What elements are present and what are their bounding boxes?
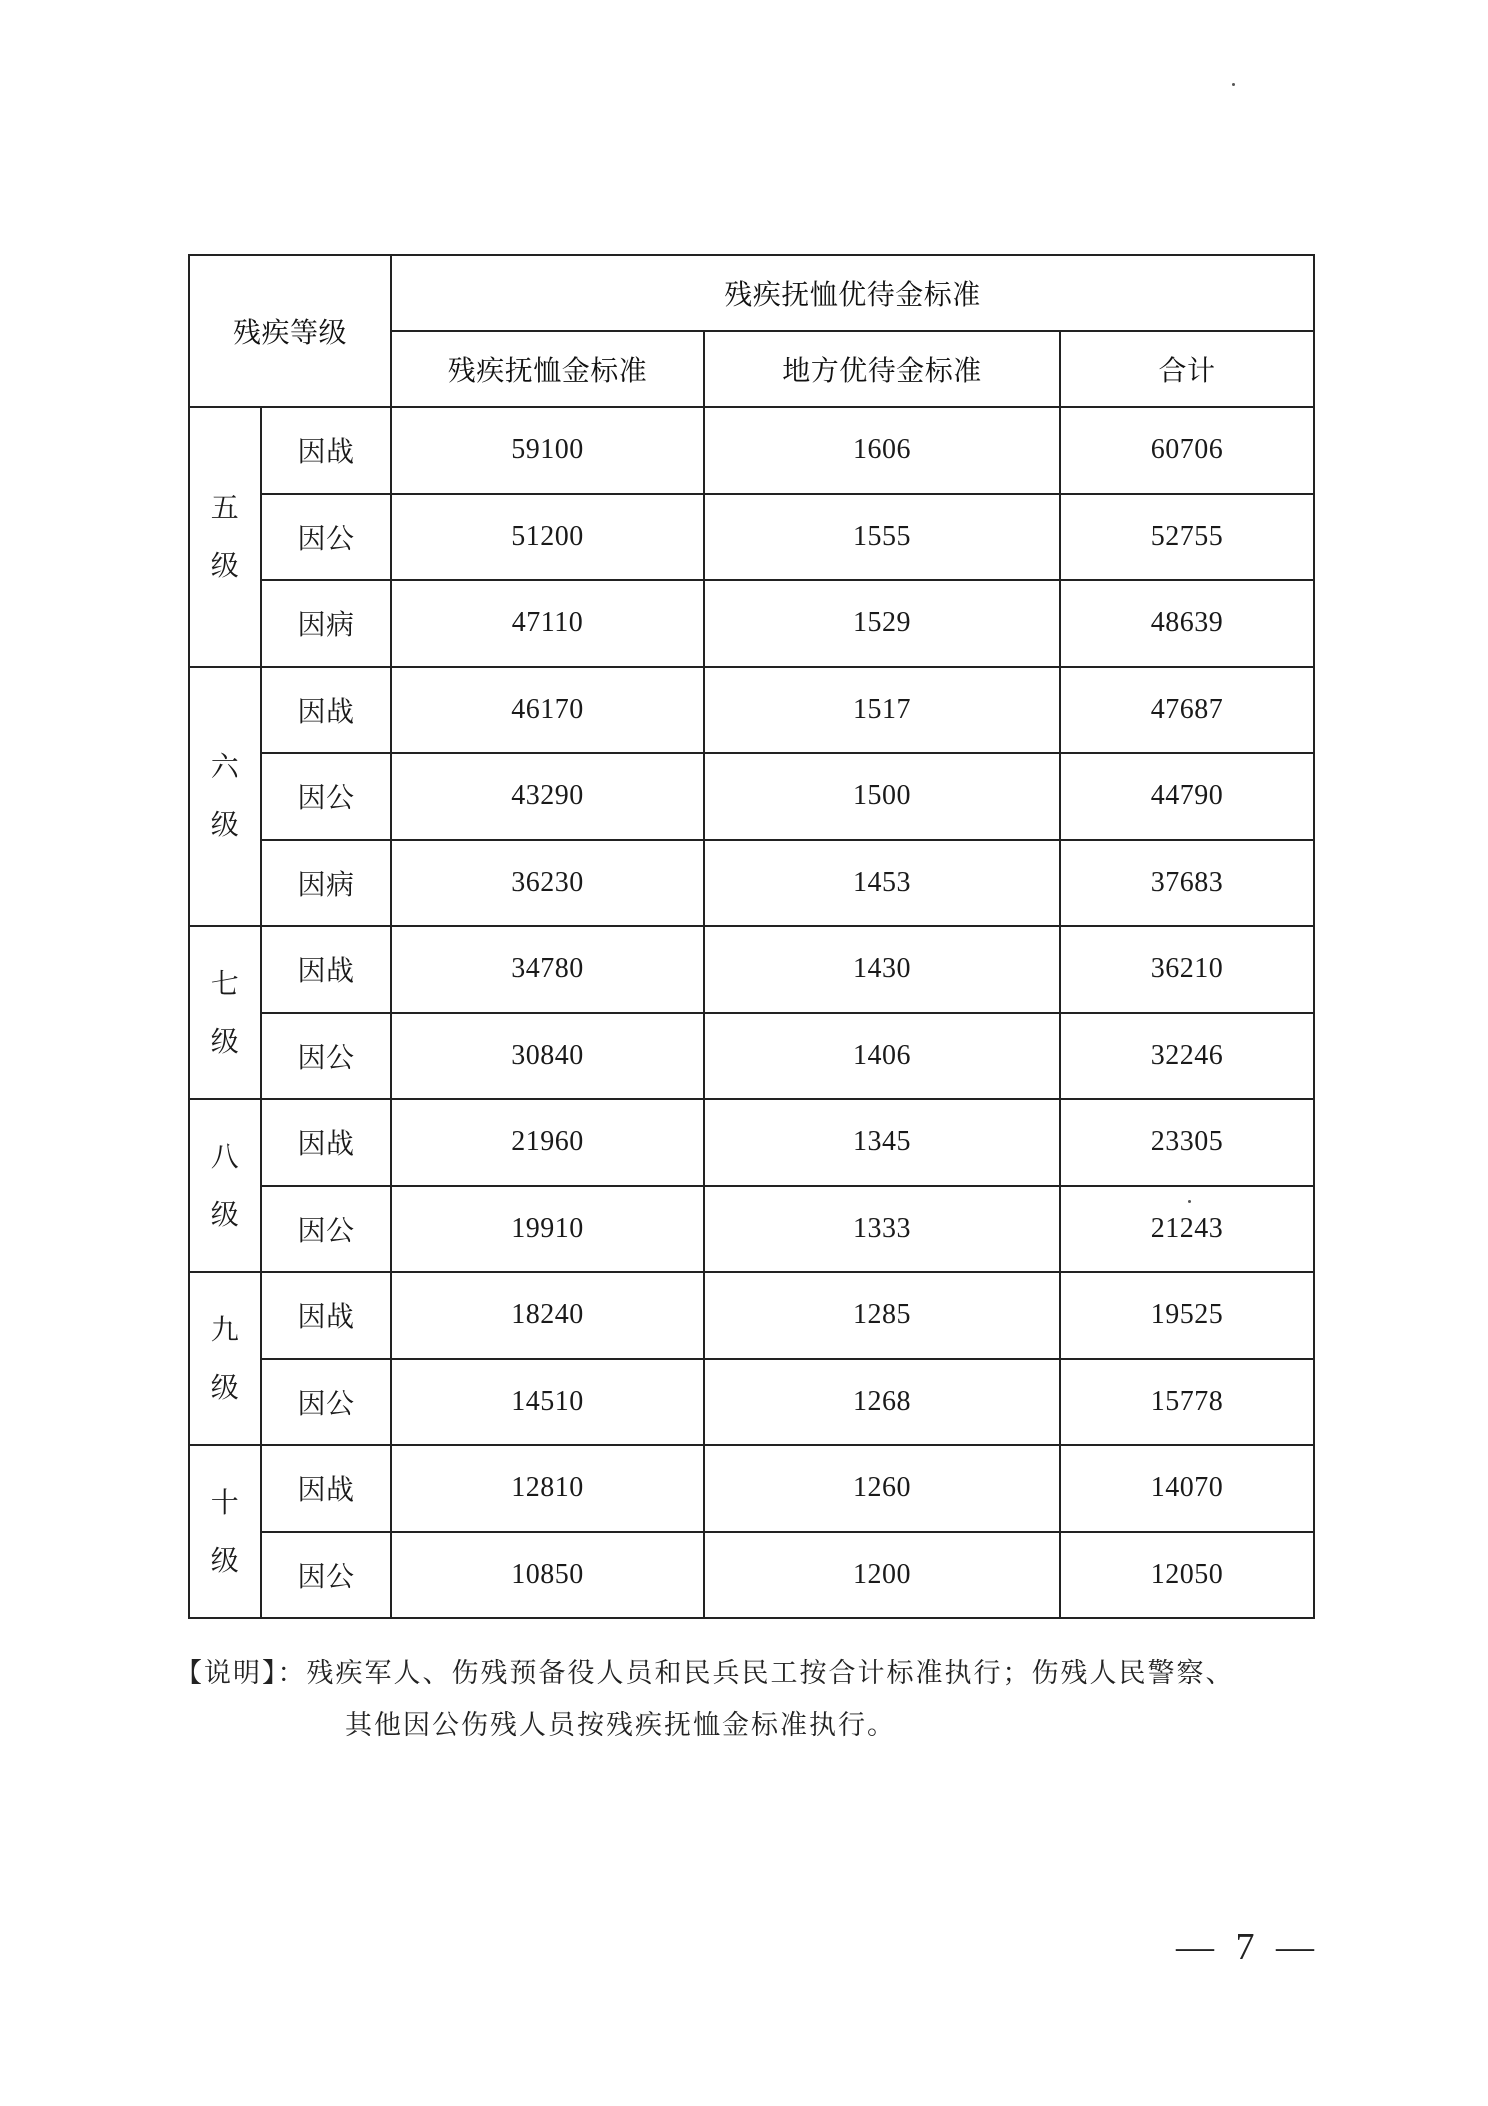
table-row xyxy=(189,1445,1314,1532)
table-row xyxy=(189,494,1314,581)
table-row xyxy=(189,1359,1314,1446)
total-cell: 47687 xyxy=(1060,667,1314,754)
table-row xyxy=(189,1099,1314,1186)
disability-pension-table xyxy=(188,254,1315,1619)
grade-char: 六 xyxy=(210,750,240,784)
total-cell: 21243 xyxy=(1060,1186,1314,1273)
table-row xyxy=(189,580,1314,667)
pension-cell: 59100 xyxy=(391,407,704,494)
header-local: 地方优待金标准 xyxy=(704,331,1060,407)
grade-char: 级 xyxy=(210,548,240,582)
grade-cell xyxy=(189,1272,261,1445)
grade-char: 级 xyxy=(210,1024,240,1058)
header-group: 残疾抚恤优待金标准 xyxy=(391,255,1314,331)
cause-cell: 因公 xyxy=(261,1532,391,1619)
pension-cell: 46170 xyxy=(391,667,704,754)
header-row-1 xyxy=(189,255,1314,331)
grade-char: 八 xyxy=(210,1139,240,1173)
pension-cell: 19910 xyxy=(391,1186,704,1273)
local-cell: 1406 xyxy=(704,1013,1060,1100)
grade-cell xyxy=(189,667,261,927)
table-row xyxy=(189,1532,1314,1619)
pension-cell: 18240 xyxy=(391,1272,704,1359)
grade-char: 五 xyxy=(210,490,240,524)
local-cell: 1606 xyxy=(704,407,1060,494)
local-cell: 1517 xyxy=(704,667,1060,754)
total-cell: 23305 xyxy=(1060,1099,1314,1186)
grade-cell xyxy=(189,1445,261,1618)
grade-char: 级 xyxy=(210,1370,240,1404)
local-cell: 1200 xyxy=(704,1532,1060,1619)
grade-cell xyxy=(189,407,261,667)
local-cell: 1333 xyxy=(704,1186,1060,1273)
total-cell: 14070 xyxy=(1060,1445,1314,1532)
local-cell: 1529 xyxy=(704,580,1060,667)
grade-char: 七 xyxy=(210,966,240,1000)
grade-char: 九 xyxy=(210,1312,240,1346)
total-cell: 32246 xyxy=(1060,1013,1314,1100)
pension-cell: 51200 xyxy=(391,494,704,581)
cause-cell: 因病 xyxy=(261,580,391,667)
header-pension: 残疾抚恤金标准 xyxy=(391,331,704,407)
local-cell: 1555 xyxy=(704,494,1060,581)
local-cell: 1453 xyxy=(704,840,1060,927)
scan-speck xyxy=(1232,83,1235,86)
pension-cell: 21960 xyxy=(391,1099,704,1186)
pension-cell: 30840 xyxy=(391,1013,704,1100)
pension-cell: 14510 xyxy=(391,1359,704,1446)
header-grade: 残疾等级 xyxy=(189,255,391,407)
total-cell: 12050 xyxy=(1060,1532,1314,1619)
total-cell: 48639 xyxy=(1060,580,1314,667)
cause-cell: 因战 xyxy=(261,926,391,1013)
local-cell: 1285 xyxy=(704,1272,1060,1359)
note-line-2: 其他因公伤残人员按残疾抚恤金标准执行。 xyxy=(345,1710,896,1741)
total-cell: 44790 xyxy=(1060,753,1314,840)
grade-cell xyxy=(189,1099,261,1272)
local-cell: 1268 xyxy=(704,1359,1060,1446)
total-cell: 60706 xyxy=(1060,407,1314,494)
grade-char: 级 xyxy=(210,1543,240,1577)
note-line-1: 【说明】：残疾军人、伤残预备役人员和民兵民工按合计标准执行；伤残人民警察、 xyxy=(175,1658,1235,1689)
pension-cell: 12810 xyxy=(391,1445,704,1532)
table-row xyxy=(189,1013,1314,1100)
cause-cell: 因公 xyxy=(261,1186,391,1273)
grade-char: 十 xyxy=(210,1485,240,1519)
cause-cell: 因公 xyxy=(261,1013,391,1100)
table-row xyxy=(189,667,1314,754)
table-row xyxy=(189,840,1314,927)
grade-cell xyxy=(189,926,261,1099)
pension-cell: 43290 xyxy=(391,753,704,840)
cause-cell: 因战 xyxy=(261,667,391,754)
total-cell: 19525 xyxy=(1060,1272,1314,1359)
cause-cell: 因战 xyxy=(261,1099,391,1186)
local-cell: 1260 xyxy=(704,1445,1060,1532)
pension-cell: 36230 xyxy=(391,840,704,927)
local-cell: 1500 xyxy=(704,753,1060,840)
total-cell: 52755 xyxy=(1060,494,1314,581)
table-row xyxy=(189,753,1314,840)
table-row xyxy=(189,407,1314,494)
total-cell: 15778 xyxy=(1060,1359,1314,1446)
pension-cell: 34780 xyxy=(391,926,704,1013)
cause-cell: 因公 xyxy=(261,1359,391,1446)
pension-cell: 10850 xyxy=(391,1532,704,1619)
cause-cell: 因战 xyxy=(261,1445,391,1532)
local-cell: 1345 xyxy=(704,1099,1060,1186)
page-number: — 7 — xyxy=(1176,1926,1320,1968)
table-row xyxy=(189,1186,1314,1273)
local-cell: 1430 xyxy=(704,926,1060,1013)
cause-cell: 因战 xyxy=(261,1272,391,1359)
table-row xyxy=(189,926,1314,1013)
cause-cell: 因公 xyxy=(261,494,391,581)
table-row xyxy=(189,1272,1314,1359)
grade-char: 级 xyxy=(210,1197,240,1231)
header-total: 合计 xyxy=(1060,331,1314,407)
pension-cell: 47110 xyxy=(391,580,704,667)
total-cell: 37683 xyxy=(1060,840,1314,927)
cause-cell: 因战 xyxy=(261,407,391,494)
total-cell: 36210 xyxy=(1060,926,1314,1013)
grade-char: 级 xyxy=(210,808,240,842)
cause-cell: 因公 xyxy=(261,753,391,840)
cause-cell: 因病 xyxy=(261,840,391,927)
scan-speck xyxy=(1188,1200,1191,1203)
explanatory-note xyxy=(175,1648,1335,1752)
